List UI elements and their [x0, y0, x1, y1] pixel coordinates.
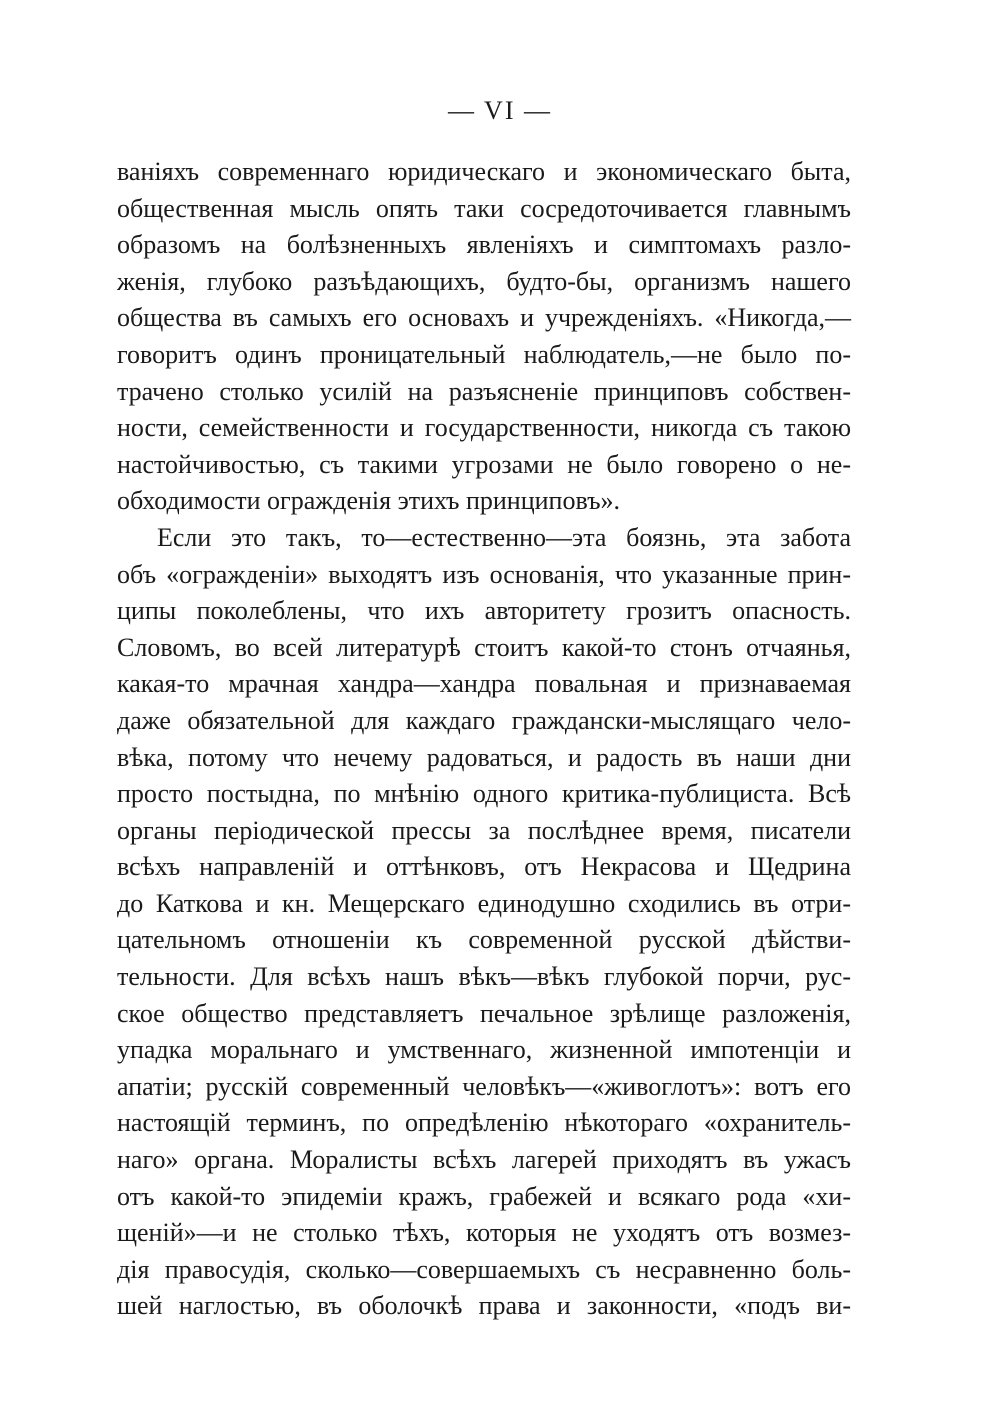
- text-line: ности, семейственности и государственности, никогда съ такою: [117, 413, 851, 443]
- text-line: ципы поколеблены, что ихъ авторитету грозитъ опасность.: [117, 596, 851, 626]
- body-text: [117, 154, 851, 1325]
- text-line: образомъ на болѣзненныхъ явленіяхъ и симптомахъ разло-: [117, 230, 851, 260]
- text-line: ваніяхъ современнаго юридическаго и экономическаго быта,: [117, 157, 851, 186]
- page-number: — VI —: [448, 96, 552, 125]
- text-line: дія правосудія, сколько—совершаемыхъ съ несравненно боль-: [117, 1254, 851, 1284]
- text-line: ское общество представляетъ печальное зрѣлище разложенія,: [117, 998, 851, 1028]
- text-line: вѣка, потому что нечему радоваться, и радость въ наши дни: [117, 742, 851, 772]
- text-line: наго» органа. Моралисты всѣхъ лагерей приходятъ въ ужасъ: [117, 1145, 851, 1175]
- text-line: отъ какой-то эпидеміи кражъ, грабежей и всякаго рода «хи-: [117, 1181, 851, 1211]
- text-line: Словомъ, во всей литературѣ стоитъ какой-то стонъ отчаянья,: [117, 632, 851, 662]
- text-line: даже обязательной для каждаго граждански-мыслящаго чело-: [117, 705, 851, 735]
- text-line: какая-то мрачная хандра—хандра повальная и признаваемая: [117, 669, 851, 699]
- text-line: тельности. Для всѣхъ нашъ вѣкъ—вѣкъ глубокой порчи, рус-: [117, 962, 851, 992]
- text-line: всѣхъ направленій и оттѣнковъ, отъ Некрасова и Щедрина: [117, 852, 851, 882]
- text-line: трачено столько усилій на разъясненіе принциповъ собствен-: [117, 376, 851, 406]
- text-line: органы періодической прессы за послѣднее время, писатели: [117, 815, 851, 845]
- text-line: говоритъ одинъ проницательный наблюдатель,—не было по-: [117, 339, 851, 369]
- text-line: женія, глубоко разъѣдающихъ, будто-бы, организмъ нашего: [117, 266, 851, 296]
- text-line: общества въ самыхъ его основахъ и учрежденіяхъ. «Никогда,—: [117, 303, 851, 333]
- text-line: настойчивостью, съ такими угрозами не было говорено о не-: [117, 449, 851, 479]
- text-line: упадка моральнаго и умственнаго, жизненной импотенціи и: [117, 1035, 851, 1065]
- text-line: до Каткова и кн. Мещерскаго единодушно сходились въ отри-: [117, 888, 851, 918]
- text-line: цательномъ отношеніи къ современной русской дѣйстви-: [117, 925, 851, 955]
- text-line: шей наглостью, въ оболочкѣ права и законности, «подъ ви-: [117, 1291, 851, 1321]
- text-line: просто постыдна, по мнѣнію одного критика-публициста. Всѣ: [117, 779, 851, 809]
- text-line: настоящій терминъ, по опредѣленію нѣкотораго «охранитель-: [117, 1108, 851, 1138]
- paragraph-start-line: Если это такъ, то—естественно—эта боязнь, эта забота: [157, 522, 851, 552]
- text-line: щеній»—и не столько тѣхъ, которыя не уходятъ отъ возмез-: [117, 1218, 851, 1248]
- text-line: общественная мысль опять таки сосредоточивается главнымъ: [117, 193, 851, 223]
- text-line: апатіи; русскій современный человѣкъ—«живоглотъ»: вотъ его: [117, 1071, 851, 1101]
- text-line: объ «огражденіи» выходятъ изъ основанія, что указанные прин-: [117, 559, 851, 589]
- paragraph-end-line: обходимости огражденія этихъ принциповъ».: [117, 486, 621, 516]
